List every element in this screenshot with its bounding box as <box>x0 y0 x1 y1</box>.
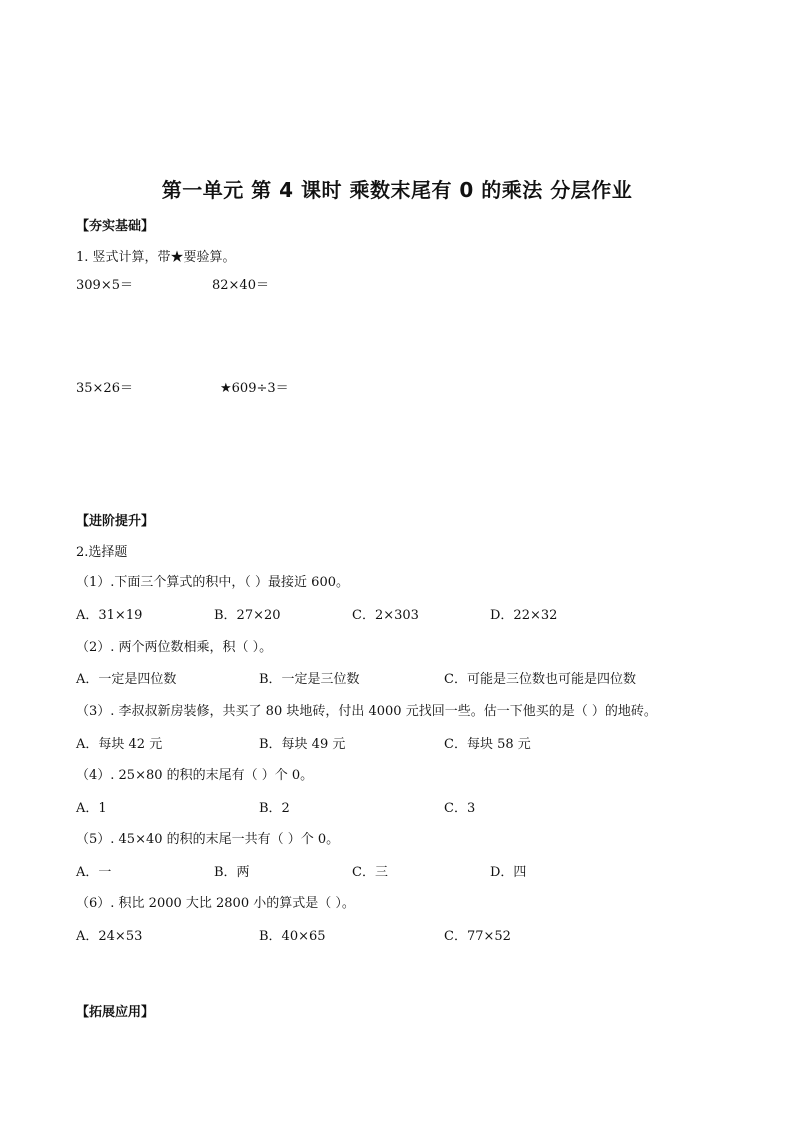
question-1-stem: 1. 竖式计算，带★要验算。 <box>76 250 236 265</box>
option-a[interactable]: A．一定是四位数 <box>76 672 177 687</box>
option-c[interactable]: C．77×52 <box>444 929 511 944</box>
calc-item: 82×40＝ <box>212 278 269 293</box>
section-advanced-heading: 【进阶提升】 <box>76 514 155 529</box>
option-a[interactable]: A．31×19 <box>76 608 143 623</box>
question-2-stem: 2.选择题 <box>76 545 128 560</box>
option-a[interactable]: A．1 <box>76 801 107 816</box>
option-d[interactable]: D．四 <box>490 865 527 880</box>
option-c[interactable]: C．每块 58 元 <box>444 737 531 752</box>
option-c[interactable]: C．三 <box>352 865 388 880</box>
option-c[interactable]: C．2×303 <box>352 608 419 623</box>
sub-question: （5）. 45×40 的积的末尾一共有（ ）个 0。 <box>76 832 340 847</box>
sub-question: （3）. 李叔叔新房装修，共买了 80 块地砖，付出 4000 元找回一些。估一下他买的是（ ）的地砖。 <box>76 704 657 719</box>
option-b[interactable]: B．2 <box>259 801 290 816</box>
option-c[interactable]: C．3 <box>444 801 476 816</box>
option-d[interactable]: D．22×32 <box>490 608 558 623</box>
sub-question: （1）.下面三个算式的积中，（ ）最接近 600。 <box>76 575 349 590</box>
page-title: 第一单元 第 4 课时 乘数末尾有 0 的乘法 分层作业 <box>161 178 633 202</box>
option-a[interactable]: A．24×53 <box>76 929 143 944</box>
sub-question: （6）. 积比 2000 大比 2800 小的算式是（ ）。 <box>76 896 355 911</box>
option-b[interactable]: B．27×20 <box>214 608 281 623</box>
option-c[interactable]: C．可能是三位数也可能是四位数 <box>444 672 636 687</box>
calc-item: ★609÷3＝ <box>220 381 289 396</box>
option-b[interactable]: B．每块 49 元 <box>259 737 346 752</box>
calc-item: 309×5＝ <box>76 278 133 293</box>
calc-item: 35×26＝ <box>76 381 133 396</box>
option-b[interactable]: B．一定是三位数 <box>259 672 360 687</box>
section-basic-heading: 【夯实基础】 <box>76 219 155 234</box>
option-b[interactable]: B．两 <box>214 865 250 880</box>
option-a[interactable]: A．一 <box>76 865 112 880</box>
option-b[interactable]: B．40×65 <box>259 929 326 944</box>
section-extension-heading: 【拓展应用】 <box>76 1005 155 1020</box>
option-a[interactable]: A．每块 42 元 <box>76 737 163 752</box>
sub-question: （2）. 两个两位数相乘，积（ ）。 <box>76 640 273 655</box>
sub-question: （4）. 25×80 的积的末尾有（ ）个 0。 <box>76 768 314 783</box>
